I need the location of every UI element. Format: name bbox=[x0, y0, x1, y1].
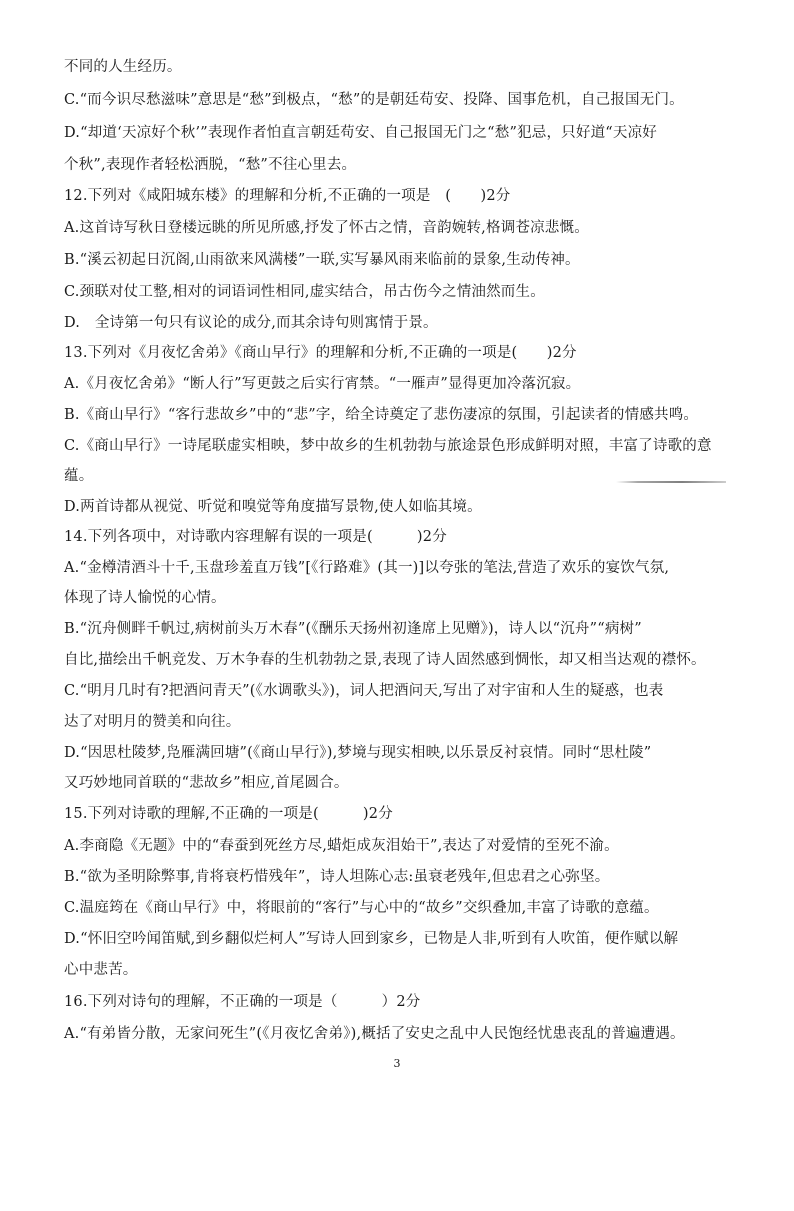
option-c: C.温庭筠在《商山早行》中，将眼前的“客行”与心中的“故乡”交织叠加,丰富了诗歌的意蕴。 bbox=[64, 900, 659, 916]
text-line: 自比,描绘出千帆竞发、万木争春的生机勃勃之景,表现了诗人固然感到惆怅，却又相当达观的襟怀。 bbox=[64, 652, 706, 668]
option-c: C.“明月几时有?把酒问青天”(《水调歌头》)，词人把酒问天,写出了对宇宙和人生的疑惑，也表 bbox=[64, 683, 664, 699]
option-b: B.“沉舟侧畔千帆过,病树前头万木春”(《酬乐天扬州初逢席上见赠》)，诗人以“沉舟”“病树” bbox=[64, 621, 642, 637]
option-b: B.“欲为圣明除弊事,肯将衰朽惜残年”，诗人坦陈心志:虽衰老残年,但忠君之心弥坚。 bbox=[64, 869, 610, 885]
text-line: 达了对明月的赞美和向往。 bbox=[64, 714, 241, 730]
option-d: D.“因思杜陵梦,凫雁满回塘”(《商山早行》),梦境与现实相映,以乐景反衬哀情。同时“思杜陵” bbox=[64, 745, 652, 761]
option-c: C.《商山早行》一诗尾联虚实相映，梦中故乡的生机勃勃与旅途景色形成鲜明对照，丰富了诗歌的意 bbox=[64, 438, 712, 454]
text-line: D.“却道‘天凉好个秋’”表现作者怕直言朝廷苟安、自己报国无门之“愁”犯忌，只好道“天凉好 bbox=[64, 125, 657, 141]
option-a: A.这首诗写秋日登楼远眺的所见所感,抒发了怀古之情，音韵婉转,格调苍凉悲慨。 bbox=[64, 220, 589, 236]
question-16-stem: 16.下列对诗句的理解，不正确的一项是（ ）2分 bbox=[64, 994, 421, 1010]
text-line: 又巧妙地同首联的“悲故乡”相应,首尾圆合。 bbox=[64, 775, 349, 791]
option-b: B.《商山早行》“客行悲故乡”中的“悲”字，给全诗奠定了悲伤凄凉的氛围，引起读者的情感共鸣。 bbox=[64, 407, 699, 423]
option-c: C.颈联对仗工整,相对的词语词性相同,虚实结合，吊古伤今之情油然而生。 bbox=[64, 284, 545, 300]
option-a: A.“金樽清酒斗十千,玉盘珍羞直万钱”[《行路难》(其一)]以夸张的笔法,营造了欢乐的宴饮气氛, bbox=[64, 560, 670, 576]
text-line: C.“而今识尽愁滋味”意思是“愁”到极点，“愁”的是朝廷苟安、投降、国事危机，自己报国无门。 bbox=[64, 92, 684, 108]
question-13-stem: 13.下列对《月夜忆舍弟》《商山早行》的理解和分析,不正确的一项是( )2分 bbox=[64, 345, 577, 361]
option-a: A.“有弟皆分散，无家问死生”(《月夜忆舍弟》),概括了安史之乱中人民饱经忧患丧乱的普遍遭遇。 bbox=[64, 1026, 685, 1042]
option-a: A.《月夜忆舍弟》“断人行”写更鼓之后实行宵禁。“一雁声”显得更加冷落沉寂。 bbox=[64, 376, 581, 392]
text-line: 个秋”,表现作者轻松洒脱，“愁”不往心里去。 bbox=[64, 157, 357, 173]
text-line: 体现了诗人愉悦的心情。 bbox=[64, 590, 226, 606]
option-a: A.李商隐《无题》中的“春蚕到死丝方尽,蜡炬成灰泪始干”,表达了对爱情的至死不渝。 bbox=[64, 838, 619, 854]
page-number: 3 bbox=[393, 1057, 401, 1070]
option-d: D.“怀旧空吟闻笛赋,到乡翻似烂柯人”写诗人回到家乡，已物是人非,听到有人吹笛，便作赋以解 bbox=[64, 931, 679, 947]
question-12-stem: 12.下列对《咸阳城东楼》的理解和分析,不正确的一项是 ( )2分 bbox=[64, 188, 511, 204]
text-line: 蕴。 bbox=[64, 468, 94, 484]
option-b: B.“溪云初起日沉阁,山雨欲来风满楼”一联,实写暴风雨来临前的景象,生动传神。 bbox=[64, 252, 580, 268]
text-line: 不同的人生经历。 bbox=[64, 59, 182, 75]
option-d: D.两首诗都从视觉、听觉和嗅觉等角度描写景物,使人如临其境。 bbox=[64, 499, 482, 515]
text-line: 心中悲苦。 bbox=[64, 962, 138, 978]
option-d: D. 全诗第一句只有议论的成分,而其余诗句则寓情于景。 bbox=[64, 315, 438, 331]
pen-mark bbox=[616, 481, 726, 483]
question-14-stem: 14.下列各项中，对诗歌内容理解有误的一项是( )2分 bbox=[64, 529, 447, 545]
question-15-stem: 15.下列对诗歌的理解,不正确的一项是( )2分 bbox=[64, 806, 393, 822]
